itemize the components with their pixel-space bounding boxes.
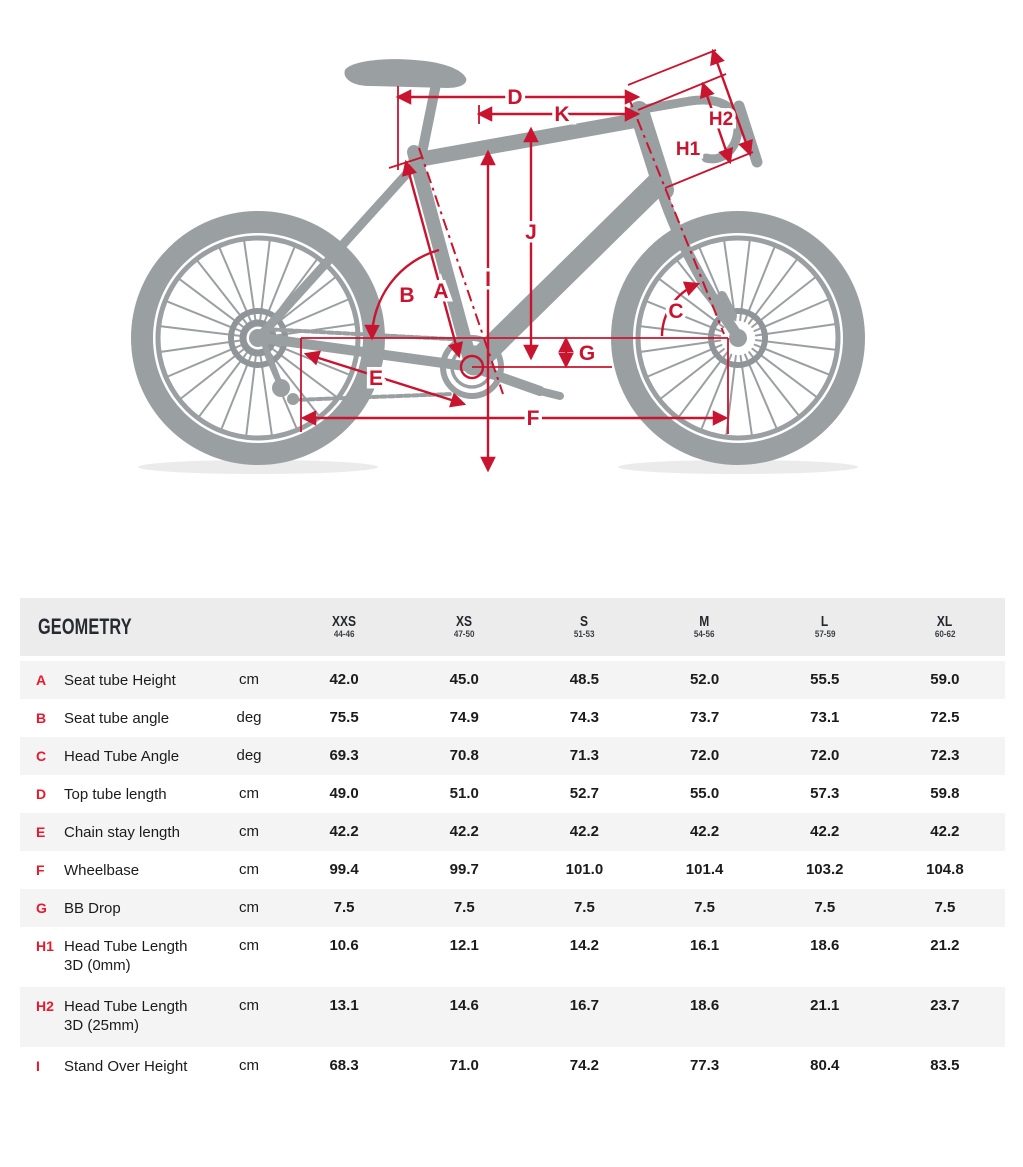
row-value: 57.3: [810, 785, 840, 802]
row-value: 42.2: [689, 823, 720, 840]
table-header-row: [20, 598, 1005, 661]
row-value: 55.0: [689, 785, 720, 802]
row-value: 73.1: [810, 709, 840, 726]
row-value: 77.3: [689, 1057, 720, 1074]
bike-silhouette: [142, 59, 854, 454]
dim-label-J: J: [525, 221, 537, 244]
row-value: 14.2: [569, 937, 599, 954]
row-value: 74.3: [569, 709, 599, 726]
row-value: 99.7: [449, 861, 479, 878]
row-value: 7.5: [573, 899, 595, 916]
row-value: 80.4: [810, 1057, 840, 1074]
row-value: 70.8: [449, 747, 479, 764]
size-range: 51-53: [574, 629, 595, 641]
size-label: XXS: [332, 612, 357, 630]
row-value: 73.7: [689, 709, 720, 726]
dim-label-K: K: [554, 103, 570, 126]
size-label: XL: [937, 612, 953, 630]
row-letter: G: [36, 900, 47, 916]
row-value: 42.2: [569, 823, 599, 840]
row-value: 7.5: [333, 899, 355, 916]
row-value: 18.6: [810, 937, 840, 954]
row-value: 21.2: [930, 937, 960, 954]
row-name: Top tube length: [64, 786, 167, 803]
saddle: [344, 59, 466, 88]
row-value: 18.6: [689, 997, 720, 1014]
row-letter: D: [36, 786, 47, 802]
row-unit: cm: [239, 785, 259, 802]
row-value: 48.5: [569, 671, 599, 688]
table-row-c: [20, 737, 1005, 775]
row-name: Wheelbase: [64, 862, 140, 879]
table-row-g: [20, 889, 1005, 927]
row-value: 69.3: [329, 747, 359, 764]
row-value: 10.6: [329, 937, 359, 954]
row-unit: cm: [239, 861, 259, 878]
row-value: 13.1: [329, 997, 359, 1014]
geometry-rows: [20, 661, 1005, 1085]
row-value: 21.1: [810, 997, 840, 1014]
row-letter: I: [36, 1058, 40, 1074]
size-range: 57-59: [814, 629, 836, 641]
row-unit: deg: [236, 747, 262, 764]
row-value: 7.5: [694, 899, 715, 916]
row-name: Head Tube Length 3D (25mm): [64, 998, 188, 1034]
row-value: 72.3: [930, 747, 960, 764]
table-row-h1: [20, 927, 1005, 987]
row-value: 7.5: [934, 899, 956, 916]
row-value: 42.2: [930, 823, 960, 840]
row-unit: cm: [239, 997, 259, 1014]
row-value: 42.0: [329, 671, 359, 688]
row-unit: cm: [239, 937, 259, 954]
row-value: 74.2: [569, 1057, 599, 1074]
size-column-xl: [885, 614, 1005, 641]
size-range: 60-62: [934, 629, 956, 641]
dim-label-E: E: [368, 367, 384, 390]
size-column-xs: [404, 614, 524, 641]
row-letter: F: [36, 862, 45, 878]
dim-label-D: D: [507, 86, 523, 109]
table-row-a: [20, 661, 1005, 699]
row-letter: B: [36, 710, 47, 726]
row-letter: E: [36, 824, 46, 840]
row-letter: C: [36, 748, 47, 764]
row-value: 42.2: [810, 823, 840, 840]
row-name: Head Tube Angle: [64, 748, 180, 765]
row-value: 83.5: [930, 1057, 960, 1074]
table-row-f: [20, 851, 1005, 889]
row-letter: H2: [36, 998, 54, 1014]
bike-geometry-diagram: [0, 0, 1023, 565]
row-value: 59.0: [930, 671, 960, 688]
row-value: 42.2: [329, 823, 359, 840]
dim-A: [406, 162, 459, 356]
row-unit: deg: [236, 709, 262, 726]
row-name: Chain stay length: [64, 824, 180, 841]
row-value: 12.1: [449, 937, 479, 954]
dim-label-B: B: [399, 284, 415, 307]
dim-label-C: C: [668, 300, 684, 323]
dim-label-H1: H1: [675, 139, 701, 160]
row-unit: cm: [239, 671, 259, 688]
seat-tube: [414, 152, 472, 367]
row-unit: cm: [239, 823, 259, 840]
row-letter: H1: [36, 938, 54, 954]
row-name: Head Tube Length 3D (0mm): [64, 938, 188, 974]
size-column-xxs: [284, 614, 404, 641]
row-value: 55.5: [810, 671, 840, 688]
row-name: BB Drop: [64, 900, 121, 917]
row-value: 23.7: [930, 997, 960, 1014]
row-value: 104.8: [926, 861, 964, 878]
row-letter: A: [36, 672, 47, 688]
row-value: 52.7: [569, 785, 599, 802]
row-value: 101.4: [685, 861, 724, 878]
size-label: XS: [456, 612, 473, 630]
dim-label-G: G: [578, 342, 596, 365]
row-unit: cm: [239, 1057, 259, 1074]
dim-label-F: F: [526, 407, 540, 430]
size-column-l: [765, 614, 885, 641]
seat-stay: [262, 168, 415, 334]
row-name: Seat tube Height: [64, 672, 176, 689]
row-name: Seat tube angle: [64, 710, 170, 727]
table-row-i: [20, 1047, 1005, 1085]
row-value: 71.0: [449, 1057, 479, 1074]
row-value: 49.0: [329, 785, 359, 802]
table-row-e: [20, 813, 1005, 851]
row-value: 51.0: [449, 785, 479, 802]
size-range: 54-56: [694, 629, 715, 641]
row-value: 72.5: [930, 709, 960, 726]
seat-post: [421, 84, 436, 158]
dim-label-I: I: [485, 268, 491, 291]
row-value: 103.2: [805, 861, 844, 878]
row-value: 72.0: [689, 747, 720, 764]
row-value: 75.5: [329, 709, 359, 726]
row-value: 7.5: [453, 899, 475, 916]
row-value: 59.8: [930, 785, 960, 802]
table-row-b: [20, 699, 1005, 737]
table-row-h2: [20, 987, 1005, 1047]
size-column-s: [524, 614, 644, 641]
size-range: 47-50: [453, 629, 475, 641]
size-column-m: [644, 614, 764, 641]
stem: [638, 101, 690, 110]
row-value: 71.3: [569, 747, 599, 764]
row-value: 99.4: [329, 861, 359, 878]
dim-label-H2: H2: [708, 109, 734, 130]
row-value: 52.0: [689, 671, 720, 688]
row-value: 68.3: [329, 1057, 359, 1074]
size-range: 44-46: [333, 629, 355, 641]
row-value: 101.0: [565, 861, 604, 878]
table-title: GEOMETRY: [38, 614, 132, 639]
row-value: 14.6: [449, 997, 479, 1014]
row-value: 42.2: [449, 823, 479, 840]
row-value: 16.1: [689, 937, 720, 954]
row-unit: cm: [239, 899, 259, 916]
table-row-d: [20, 775, 1005, 813]
size-label: L: [821, 612, 829, 630]
row-value: 7.5: [814, 899, 836, 916]
row-value: 16.7: [569, 997, 599, 1014]
size-label: S: [580, 612, 589, 630]
row-value: 74.9: [449, 709, 479, 726]
geometry-table: [20, 598, 1005, 1085]
row-value: 72.0: [810, 747, 840, 764]
size-label: M: [699, 612, 710, 630]
row-value: 45.0: [449, 671, 479, 688]
row-name: Stand Over Height: [64, 1058, 188, 1075]
dim-label-A: A: [433, 280, 449, 303]
